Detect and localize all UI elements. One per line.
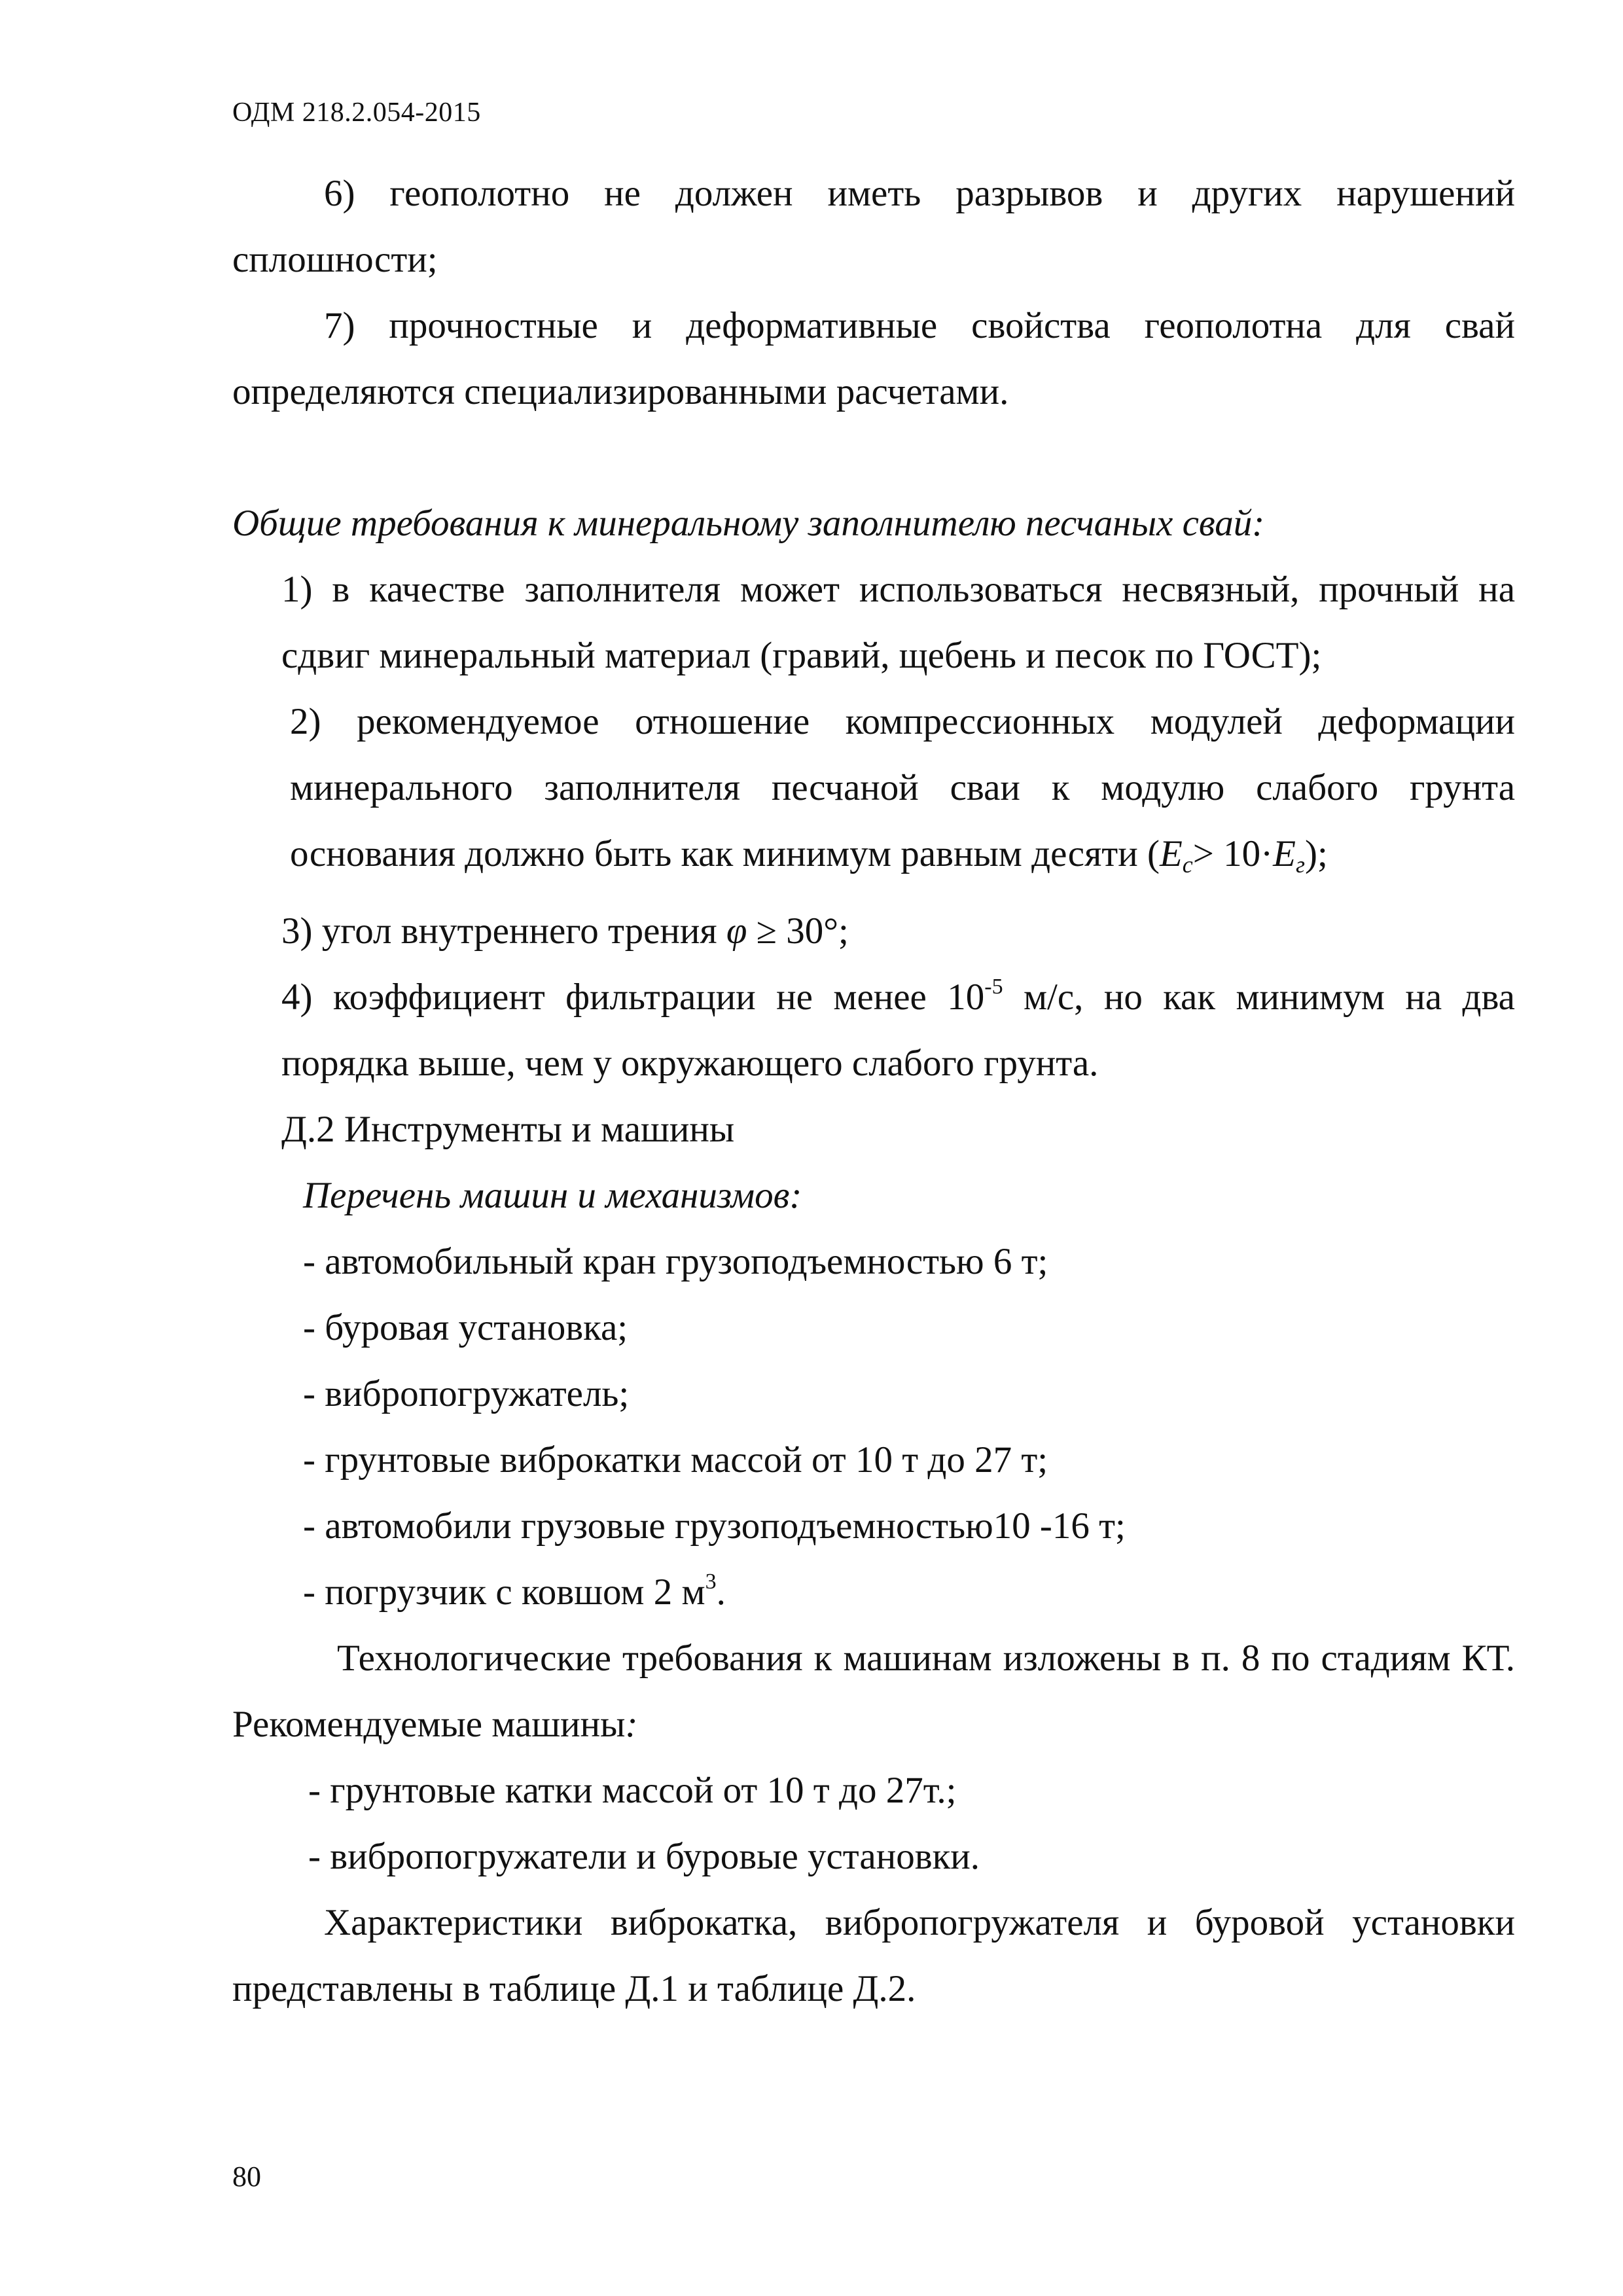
- mineral-item-1: 1) в качестве заполнителя может использоваться несвязный, прочный на сдвиг минеральный материал (гравий, щебень и песок по ГОСТ);: [281, 569, 1515, 676]
- mineral-item-2-end: );: [1305, 833, 1328, 874]
- machine-item-loader: [303, 1559, 1515, 1625]
- characteristics-paragraph: Характеристики виброкатка, вибропогружателя и буровой установки представлены в таблице Д.1 и таблице Д.2.: [232, 1902, 1515, 2009]
- recommended-machine-item: - грунтовые катки массой от 10 т до 27т.;: [308, 1770, 957, 1811]
- mineral-item-4-text-a: 4) коэффициент фильтрации не менее 10: [281, 977, 985, 1018]
- mineral-item-4-text-b: м/с, но как минимум на два порядка выше, чем у окружающего слабого грунта.: [281, 977, 1515, 1084]
- loader-text: - погрузчик с ковшом 2 м: [303, 1571, 705, 1613]
- mineral-item-2-text: 2) рекомендуемое отношение компрессионных модулей деформации минерального заполнителя песчаной сваи к модулю слабого грунта основания должно быть как минимум равным десяти (: [290, 701, 1515, 874]
- recommended-machine-item: - вибропогружатели и буровые установки.: [308, 1836, 980, 1877]
- mineral-requirements-heading: Общие требования к минеральному заполнителю песчаных свай:: [232, 503, 1265, 544]
- machine-item: - автомобильный кран грузоподъемностью 6 т;: [303, 1241, 1048, 1282]
- machine-item: - автомобили грузовые грузоподъемностью10 -16 т;: [303, 1505, 1126, 1547]
- mineral-item-4: [281, 964, 1515, 1096]
- mineral-item-3-end: ≥ 30°;: [747, 910, 849, 952]
- mineral-item-3: [281, 898, 1515, 964]
- list-item-7: 7) прочностные и деформативные свойства геополотна для свай определяются специализированными расчетами.: [232, 305, 1515, 412]
- loader-end: .: [716, 1571, 726, 1613]
- machine-item: - грунтовые виброкатки массой от 10 т до 27 т;: [303, 1439, 1048, 1480]
- ratio-sign: > 10·: [1192, 833, 1274, 874]
- cubic-exponent: 3: [705, 1570, 717, 1594]
- page-body: [232, 160, 1515, 2022]
- exponent: -5: [984, 975, 1003, 999]
- spacer: [232, 425, 1515, 490]
- page-number: 80: [232, 2161, 261, 2193]
- subscript-g: г: [1295, 852, 1306, 878]
- document-header: ОДМ 218.2.054-2015: [232, 98, 481, 128]
- mineral-item-3-text: 3) угол внутреннего трения: [281, 910, 726, 952]
- tech-requirements-colon: :: [625, 1704, 638, 1745]
- tech-requirements-text: Технологические требования к машинам изложены в п. 8 по стадиям КТ. Рекомендуемые машины: [232, 1638, 1515, 1745]
- machine-item: - буровая установка;: [303, 1307, 628, 1348]
- machines-heading: Перечень машин и механизмов:: [303, 1175, 802, 1216]
- modulus-e-pile: E: [1159, 833, 1183, 874]
- friction-angle-symbol: φ: [726, 910, 747, 952]
- modulus-e-soil: E: [1273, 833, 1296, 874]
- machine-item: - вибропогружатель;: [303, 1373, 630, 1414]
- subscript-c: c: [1182, 852, 1193, 878]
- list-item-6: 6) геополотно не должен иметь разрывов и других нарушений сплошности;: [232, 173, 1515, 280]
- mineral-item-2: [290, 689, 1515, 898]
- section-title-d2: Д.2 Инструменты и машины: [281, 1109, 735, 1150]
- tech-requirements-paragraph: [232, 1625, 1515, 1757]
